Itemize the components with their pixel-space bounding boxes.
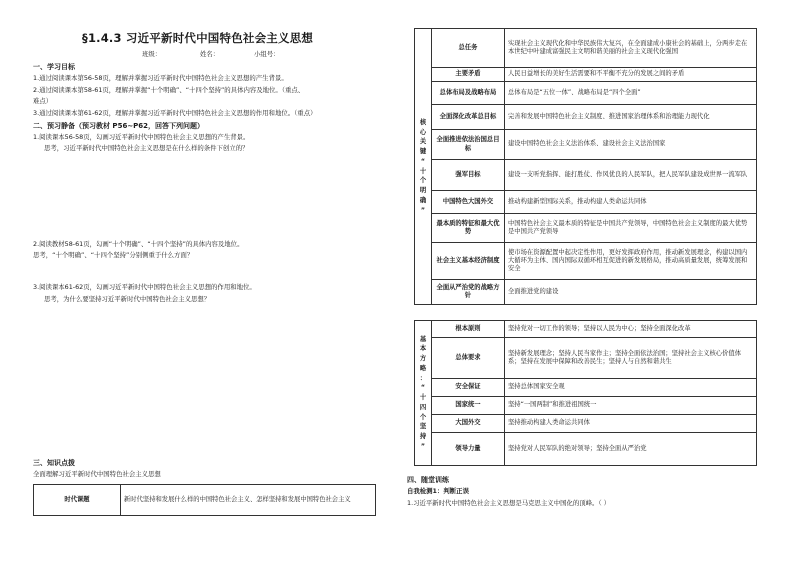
table-row	[415, 68, 757, 82]
table2-row-label: 国家统一	[432, 397, 505, 415]
goal-item-2: 2.通过阅读课本第58-61页，理解并掌握“十个明确”、“十四个坚持”的具体内容及地位。（重点、	[33, 86, 305, 94]
table1-row-label: 中国特色大国外交	[432, 191, 505, 214]
table-row	[415, 214, 757, 243]
table1-row-text: 建设中国特色社会主义法治体系、建设社会主义法治国家	[505, 130, 757, 160]
preview-q2-think: 思考，“十个明确”、“十四个坚持”分别侧重于什么方面？	[33, 251, 194, 259]
table2-row-label: 大国外交	[432, 415, 505, 433]
table-row	[415, 29, 757, 68]
side-char: 方	[419, 355, 427, 362]
preview-heading: 二、预习静备（预习教材 P56~P62，回答下列问题）	[33, 122, 205, 130]
table-row	[415, 160, 757, 191]
table1-side-label	[415, 29, 432, 305]
side-char: 核	[419, 118, 427, 126]
table1-row-label: 最本质的特征和最大优势	[432, 214, 505, 243]
preview-q1-think: 思考，习近平新时代中国特色社会主义思想是在什么样的条件下创立的？	[44, 144, 249, 152]
practice-heading: 四、随堂训练	[407, 476, 449, 484]
knowledge-table	[33, 484, 376, 516]
preview-q3-think: 思考，为什么要坚持习近平新时代中国特色社会主义思想？	[44, 295, 211, 303]
table1-row-label: 总体布局及战略布局	[432, 82, 505, 105]
knowledge-row-label: 时代课题	[34, 485, 121, 516]
side-char: 十	[419, 167, 427, 175]
side-char: 本	[419, 345, 427, 353]
table1-row-text: 总体布局是“五位一体”、战略布局是“四个全面”	[505, 82, 757, 105]
table2-row-label: 领导力量	[432, 433, 505, 466]
side-char: “	[420, 384, 426, 392]
table1-row-text: 实现社会主义现代化和中华民族伟大复兴，在全面建成小康社会的基础上，分两步走在本世纪中叶建成富强民主文明和谐美丽的社会主义现代化强国	[505, 29, 757, 68]
table-row	[415, 191, 757, 214]
table1-row-text: 推动构建新型国际关系，推动构建人类命运共同体	[505, 191, 757, 214]
table1-row-label: 强军目标	[432, 160, 505, 191]
table1-row-label: 总任务	[432, 29, 505, 68]
side-char: ：	[419, 374, 427, 382]
side-char: “	[420, 157, 426, 165]
page-title: §1.4.3 习近平新时代中国特色社会主义思想	[82, 31, 314, 45]
table1-row-text: 人民日益增长的美好生活需要和不平衡不充分的发展之间的矛盾	[505, 68, 757, 82]
side-char: 心	[419, 128, 427, 136]
side-char: 基	[419, 335, 427, 343]
ten-clarifications-table	[414, 28, 757, 305]
table-row	[415, 415, 757, 433]
table2-row-text: 坚持推动构建人类命运共同体	[505, 415, 757, 433]
goals-heading: 一、学习目标	[33, 63, 75, 71]
table1-row-text: 建设一支听党指挥、能打胜仗、作风优良的人民军队，把人民军队建设成世界一流军队	[505, 160, 757, 191]
table2-row-text: 坚持总体国家安全观	[505, 379, 757, 397]
table-row	[415, 82, 757, 105]
table-row	[415, 379, 757, 397]
class-label: 班级：	[142, 50, 162, 58]
practice-q1: 1.习近平新时代中国特色社会主义思想是马克思主义中国化的顶峰。（ ）	[407, 499, 611, 507]
preview-q3: 3.阅读课本61-62页，勾画习近平新时代中国特色社会主义思想的作用和地位。	[33, 283, 256, 291]
table2-row-label: 根本原则	[432, 321, 505, 338]
table1-row-label: 全面深化改革总目标	[432, 105, 505, 130]
table-row	[415, 338, 757, 379]
knowledge-intro: 全面理解习近平新时代中国特色社会主义思想	[33, 470, 161, 478]
side-char: 持	[419, 433, 427, 440]
table2-row-label: 安全保证	[432, 379, 505, 397]
preview-q1: 1.阅读课本56-58页，勾画习近平新时代中国特色社会主义思想的产生背景。	[33, 133, 250, 141]
table2-row-text: 坚持党对一切工作的领导；坚持以人民为中心；坚持全面深化改革	[505, 321, 757, 338]
table-row	[415, 280, 757, 305]
table1-row-label: 全面推进依法治国总目标	[432, 130, 505, 160]
side-char: 明	[419, 187, 427, 194]
side-char: ”	[420, 206, 426, 214]
side-char: 坚	[419, 423, 427, 431]
table-row	[415, 433, 757, 466]
side-char: 键	[419, 148, 427, 155]
table1-row-label: 主要矛盾	[432, 68, 505, 82]
table2-row-text: 坚持新发展理念；坚持人民当家作主；坚持全面依法治国；坚持社会主义核心价值体系；坚持在发展中保障和改善民生；坚持人与自然和谐共生	[505, 338, 757, 379]
table1-row-text: 完善和发展中国特色社会主义制度、推进国家治理体系和治理能力现代化	[505, 105, 757, 130]
knowledge-heading: 三、知识点拨	[33, 459, 75, 467]
goal-item-3: 3.通过阅读课本第61-62页，理解并掌握习近平新时代中国特色社会主义思想的作用和地位。（重点）	[33, 109, 317, 117]
side-char: 十	[419, 394, 427, 401]
table1-row-label: 全面从严治党的战略方针	[432, 280, 505, 305]
table2-row-text: 坚持“一国两制”和推进祖国统一	[505, 397, 757, 415]
table1-row-text: 全面推进党的建设	[505, 280, 757, 305]
table-row	[415, 397, 757, 415]
side-char: 个	[419, 177, 427, 185]
table-row	[34, 485, 376, 516]
side-char: 确	[419, 196, 427, 204]
practice-sub: 自我检测1：判断正误	[407, 487, 469, 495]
fourteen-adherences-table	[414, 320, 757, 466]
name-label: 姓名：	[200, 50, 220, 58]
preview-q2: 2.阅读教材58-61页，勾画“十个明确”、“十四个坚持”的具体内容及地位。	[33, 240, 244, 248]
goal-item-1: 1.通过阅读课本第56-58页，理解并掌握习近平新时代中国特色社会主义思想的产生背景。	[33, 74, 288, 82]
side-char: 关	[419, 138, 427, 146]
goal-item-2-cont: 难点）	[33, 97, 53, 105]
table1-row-text: 中国特色社会主义最本质的特征是中国共产党领导，中国特色社会主义制度的最大优势是中国共产党领导	[505, 214, 757, 243]
side-char: 个	[419, 413, 427, 421]
table2-row-text: 坚持党对人民军队的绝对领导；坚持全面从严治党	[505, 433, 757, 466]
group-label: 小组号：	[254, 50, 280, 58]
table-row	[415, 243, 757, 280]
table-row	[415, 130, 757, 160]
knowledge-row-text: 新时代坚持和发展什么样的中国特色社会主义、怎样坚持和发展中国特色社会主义	[121, 485, 376, 516]
side-char: 四	[419, 403, 427, 411]
side-char: 略	[419, 364, 427, 372]
table-row	[415, 105, 757, 130]
table-row	[415, 321, 757, 338]
table2-side-label	[415, 321, 432, 466]
table1-row-text: 使市场在资源配置中起决定性作用，更好发挥政府作用，推动新发展理念，构建以国内大循环为主体、国内国际双循环相互促进的新发展格局，推动高质量发展，统筹发展和安全	[505, 243, 757, 280]
side-char: ”	[420, 442, 426, 450]
table2-row-label: 总体要求	[432, 338, 505, 379]
table1-row-label: 社会主义基本经济制度	[432, 243, 505, 280]
